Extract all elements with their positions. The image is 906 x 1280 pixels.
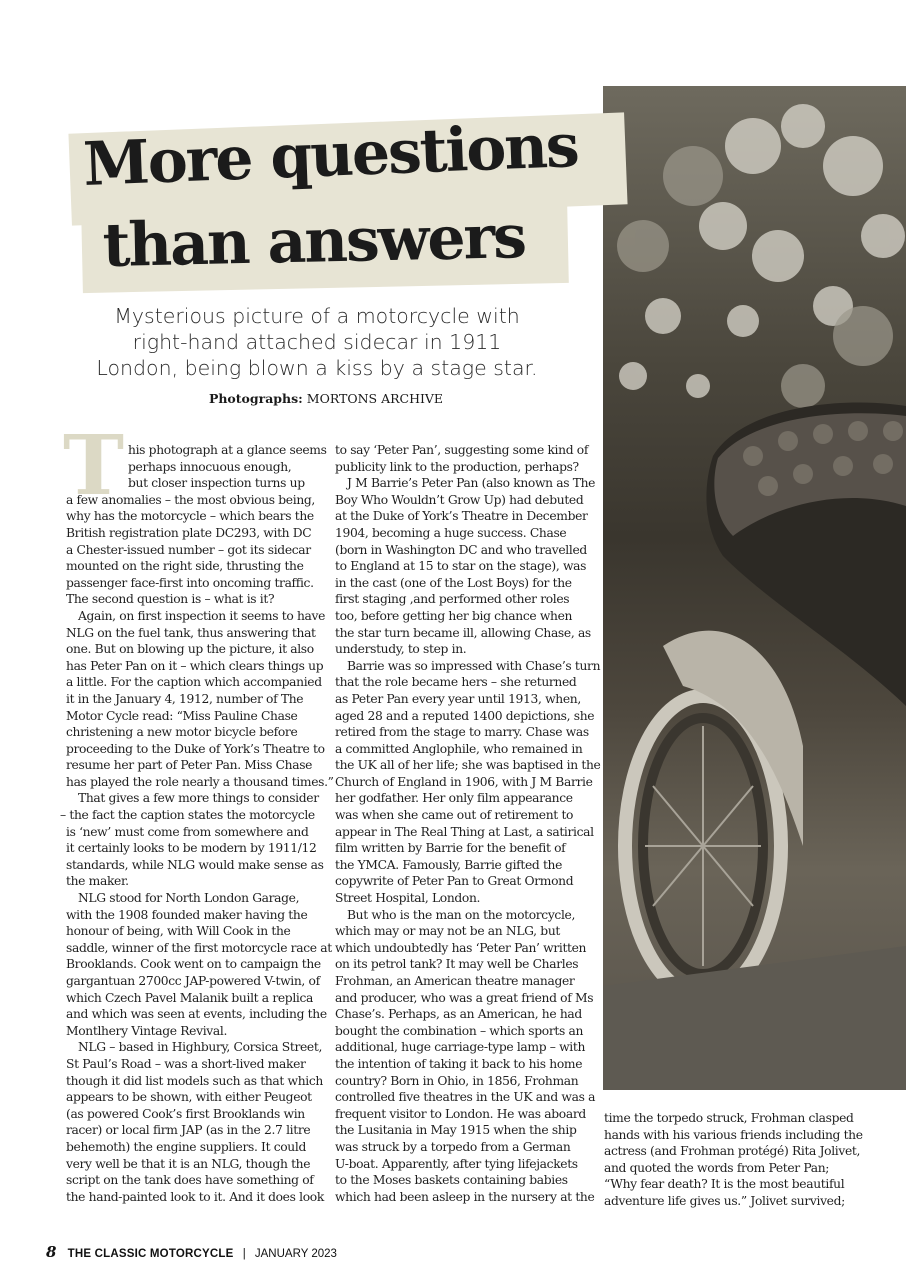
text-line: which undoubtedly has ‘Peter Pan’ written: [335, 940, 587, 955]
text-line: on its petrol tank? It may well be Charles: [335, 957, 579, 972]
text-line: actress (and Frohman protégé) Rita Jolivet,: [604, 1144, 861, 1159]
text-line: Street Hospital, London.: [335, 891, 481, 906]
text-line: and producer, who was a great friend of Ms: [335, 990, 594, 1005]
text-line: Boy Who Wouldn’t Grow Up) had debuted: [335, 492, 584, 507]
text-line: saddle, winner of the first motorcycle race at: [66, 940, 332, 955]
text-line: copywrite of Peter Pan to Great Ormond: [335, 874, 574, 889]
text-line: Church of England in 1906, with J M Barrie: [335, 774, 593, 789]
credit-label: Photographs:: [208, 391, 303, 406]
text-line: a few anomalies – the most obvious being,: [66, 492, 315, 507]
text-line: very well be that it is an NLG, though the: [66, 1156, 311, 1171]
text-line: honour of being, with Will Cook in the: [66, 924, 291, 939]
text-line: gargantuan 2700cc JAP-powered V-twin, of: [66, 974, 320, 988]
text-line: But who is the man on the motorcycle,: [347, 907, 576, 922]
text-line: as Peter Pan every year until 1913, when,: [335, 691, 581, 706]
text-line: J M Barrie’s Peter Pan (also known as The: [347, 476, 596, 491]
text-line: was struck by a torpedo from a German: [335, 1139, 571, 1154]
text-line: U-boat. Apparently, after tying lifejackets: [335, 1156, 578, 1171]
text-line: though it did list models such as that which: [66, 1073, 323, 1088]
text-line: adventure life gives us.” Jolivet survived;: [604, 1193, 845, 1208]
text-line: British registration plate DC293, with DC: [66, 525, 312, 540]
text-line: mounted on the right side, thrusting the: [66, 559, 304, 574]
text-line: one. But on blowing up the picture, it also: [66, 642, 314, 657]
text-line: film written by Barrie for the benefit of: [335, 841, 566, 856]
text-line: publicity link to the production, perhaps?: [335, 459, 579, 474]
archive-photo: [603, 86, 906, 1090]
text-line: with the 1908 founded maker having the: [66, 907, 308, 922]
text-line: a Chester-issued number – got its sidecar: [66, 542, 311, 557]
text-line: script on the tank does have something of: [66, 1173, 314, 1188]
text-line: has played the role nearly a thousand times.”: [66, 774, 334, 789]
text-line: Again, on first inspection it seems to have: [78, 608, 326, 623]
body-column-1: [60, 442, 334, 1205]
text-line: Barrie was so impressed with Chase’s turn: [347, 658, 601, 673]
text-line: and which was seen at events, including the: [66, 1007, 327, 1022]
text-line: which may or may not be an NLG, but: [335, 924, 560, 939]
text-line: to England at 15 to star on the stage), was: [335, 559, 587, 574]
body-column-2: [335, 442, 601, 1205]
text-line: which Czech Pavel Malanik built a replica: [66, 990, 314, 1005]
text-line: bought the combination – which sports an: [335, 1023, 584, 1038]
text-line: understudy, to step in.: [335, 642, 467, 657]
text-line: controlled five theatres in the UK and was a: [335, 1090, 596, 1105]
headline-line-2: than answers: [102, 202, 526, 281]
text-line: to the Moses baskets containing babies: [335, 1173, 568, 1188]
standfirst: Mysterious picture of a motorcycle with right-hand attached sidecar in 1911 London, being blown a kiss by a stage star.: [96, 304, 538, 380]
credit-value: MORTONS ARCHIVE: [306, 391, 444, 406]
text-line: at the Duke of York’s Theatre in December: [335, 509, 588, 524]
text-line: standards, while NLG would make sense as: [66, 857, 324, 872]
text-line: is ‘new’ must come from somewhere and: [66, 824, 309, 839]
page-number: 8: [46, 1243, 57, 1261]
text-line: the maker.: [66, 874, 129, 889]
drop-cap: T: [63, 418, 125, 514]
photo-credit: [90, 391, 562, 406]
text-line: frequent visitor to London. He was aboard: [335, 1106, 586, 1121]
text-line: additional, huge carriage-type lamp – with: [335, 1040, 586, 1055]
text-line: Frohman, an American theatre manager: [335, 974, 575, 988]
text-line: it in the January 4, 1912, number of The: [66, 691, 304, 706]
text-line: The second question is – what is it?: [66, 592, 275, 607]
text-line: Montlhery Vintage Revival.: [66, 1023, 228, 1038]
headline-line-1: More questions: [82, 111, 579, 200]
text-line: that the role became hers – she returned: [335, 675, 577, 690]
text-line: has Peter Pan on it – which clears things up: [66, 658, 324, 673]
text-line: was when she came out of retirement to: [335, 808, 574, 823]
text-line: but closer inspection turns up: [128, 476, 305, 491]
issue-date: JANUARY 2023: [254, 1248, 337, 1260]
text-line: too, before getting her big chance when: [335, 608, 573, 623]
text-line: Motor Cycle read: “Miss Pauline Chase: [66, 708, 298, 723]
text-line: which had been asleep in the nursery at the: [335, 1189, 595, 1204]
text-line: perhaps innocuous enough,: [128, 459, 292, 474]
text-line: appears to be shown, with either Peugeot: [66, 1090, 312, 1105]
text-line: “Why fear death? It is the most beautiful: [604, 1177, 845, 1192]
text-line: the intention of taking it back to his home: [335, 1056, 583, 1071]
photo-illustration: [603, 86, 906, 1090]
text-line: (as powered Cook’s first Brooklands win: [66, 1106, 305, 1121]
text-line: retired from the stage to marry. Chase was: [335, 725, 589, 740]
text-line: NLG – based in Highbury, Corsica Street,: [78, 1040, 323, 1055]
text-line: in the cast (one of the Lost Boys) for the: [335, 575, 572, 590]
text-line: Chase’s. Perhaps, as an American, he had: [335, 1007, 582, 1022]
text-line: time the torpedo struck, Frohman clasped: [604, 1111, 854, 1125]
text-line: That gives a few more things to consider: [78, 791, 319, 806]
text-line: why has the motorcycle – which bears the: [66, 509, 314, 524]
text-line: hands with his various friends including the: [604, 1127, 863, 1142]
magazine-name: THE CLASSIC MOTORCYCLE: [67, 1248, 234, 1260]
text-line: (born in Washington DC and who travelled: [335, 542, 587, 557]
text-line: the star turn became ill, allowing Chase, as: [335, 625, 591, 640]
page-footer: [46, 1243, 337, 1261]
text-line: resume her part of Peter Pan. Miss Chase: [66, 758, 313, 773]
text-line: country? Born in Ohio, in 1856, Frohman: [335, 1073, 579, 1088]
text-line: racer) or local firm JAP (as in the 2.7 litre: [66, 1123, 311, 1138]
text-line: her godfather. Her only film appearance: [335, 791, 573, 806]
text-line: a committed Anglophile, who remained in: [335, 741, 583, 756]
text-line: NLG on the fuel tank, thus answering that: [66, 625, 316, 640]
text-line: – the fact the caption states the motorcycle: [60, 808, 315, 823]
text-line: a little. For the caption which accompanied: [66, 675, 322, 690]
text-line: proceeding to the Duke of York’s Theatre to: [66, 741, 325, 756]
footer-separator: |: [242, 1248, 246, 1260]
text-line: aged 28 and a reputed 1400 depictions, she: [335, 708, 595, 723]
text-line: the UK all of her life; she was baptised in the: [335, 758, 601, 773]
text-line: passenger face-first into oncoming traffic.: [66, 575, 314, 590]
text-line: it certainly looks to be modern by 1911/12: [66, 841, 317, 856]
text-line: christening a new motor bicycle before: [66, 725, 298, 740]
text-line: behemoth) the engine suppliers. It could: [66, 1139, 306, 1154]
text-line: appear in The Real Thing at Last, a satirical: [335, 824, 594, 839]
text-line: and quoted the words from Peter Pan;: [604, 1160, 830, 1175]
text-line: the hand-painted look to it. And it does look: [66, 1189, 324, 1204]
text-line: first staging ,and performed other roles: [335, 592, 570, 607]
text-line: the YMCA. Famously, Barrie gifted the: [335, 857, 563, 872]
text-line: his photograph at a glance seems: [128, 443, 327, 457]
text-line: Brooklands. Cook went on to campaign the: [66, 957, 321, 972]
text-line: St Paul’s Road – was a short-lived maker: [66, 1056, 306, 1071]
text-line: 1904, becoming a huge success. Chase: [335, 525, 567, 540]
text-line: the Lusitania in May 1915 when the ship: [335, 1123, 577, 1138]
text-line: NLG stood for North London Garage,: [78, 891, 300, 906]
body-column-3: [604, 1110, 866, 1210]
text-line: to say ‘Peter Pan’, suggesting some kind of: [335, 443, 589, 457]
